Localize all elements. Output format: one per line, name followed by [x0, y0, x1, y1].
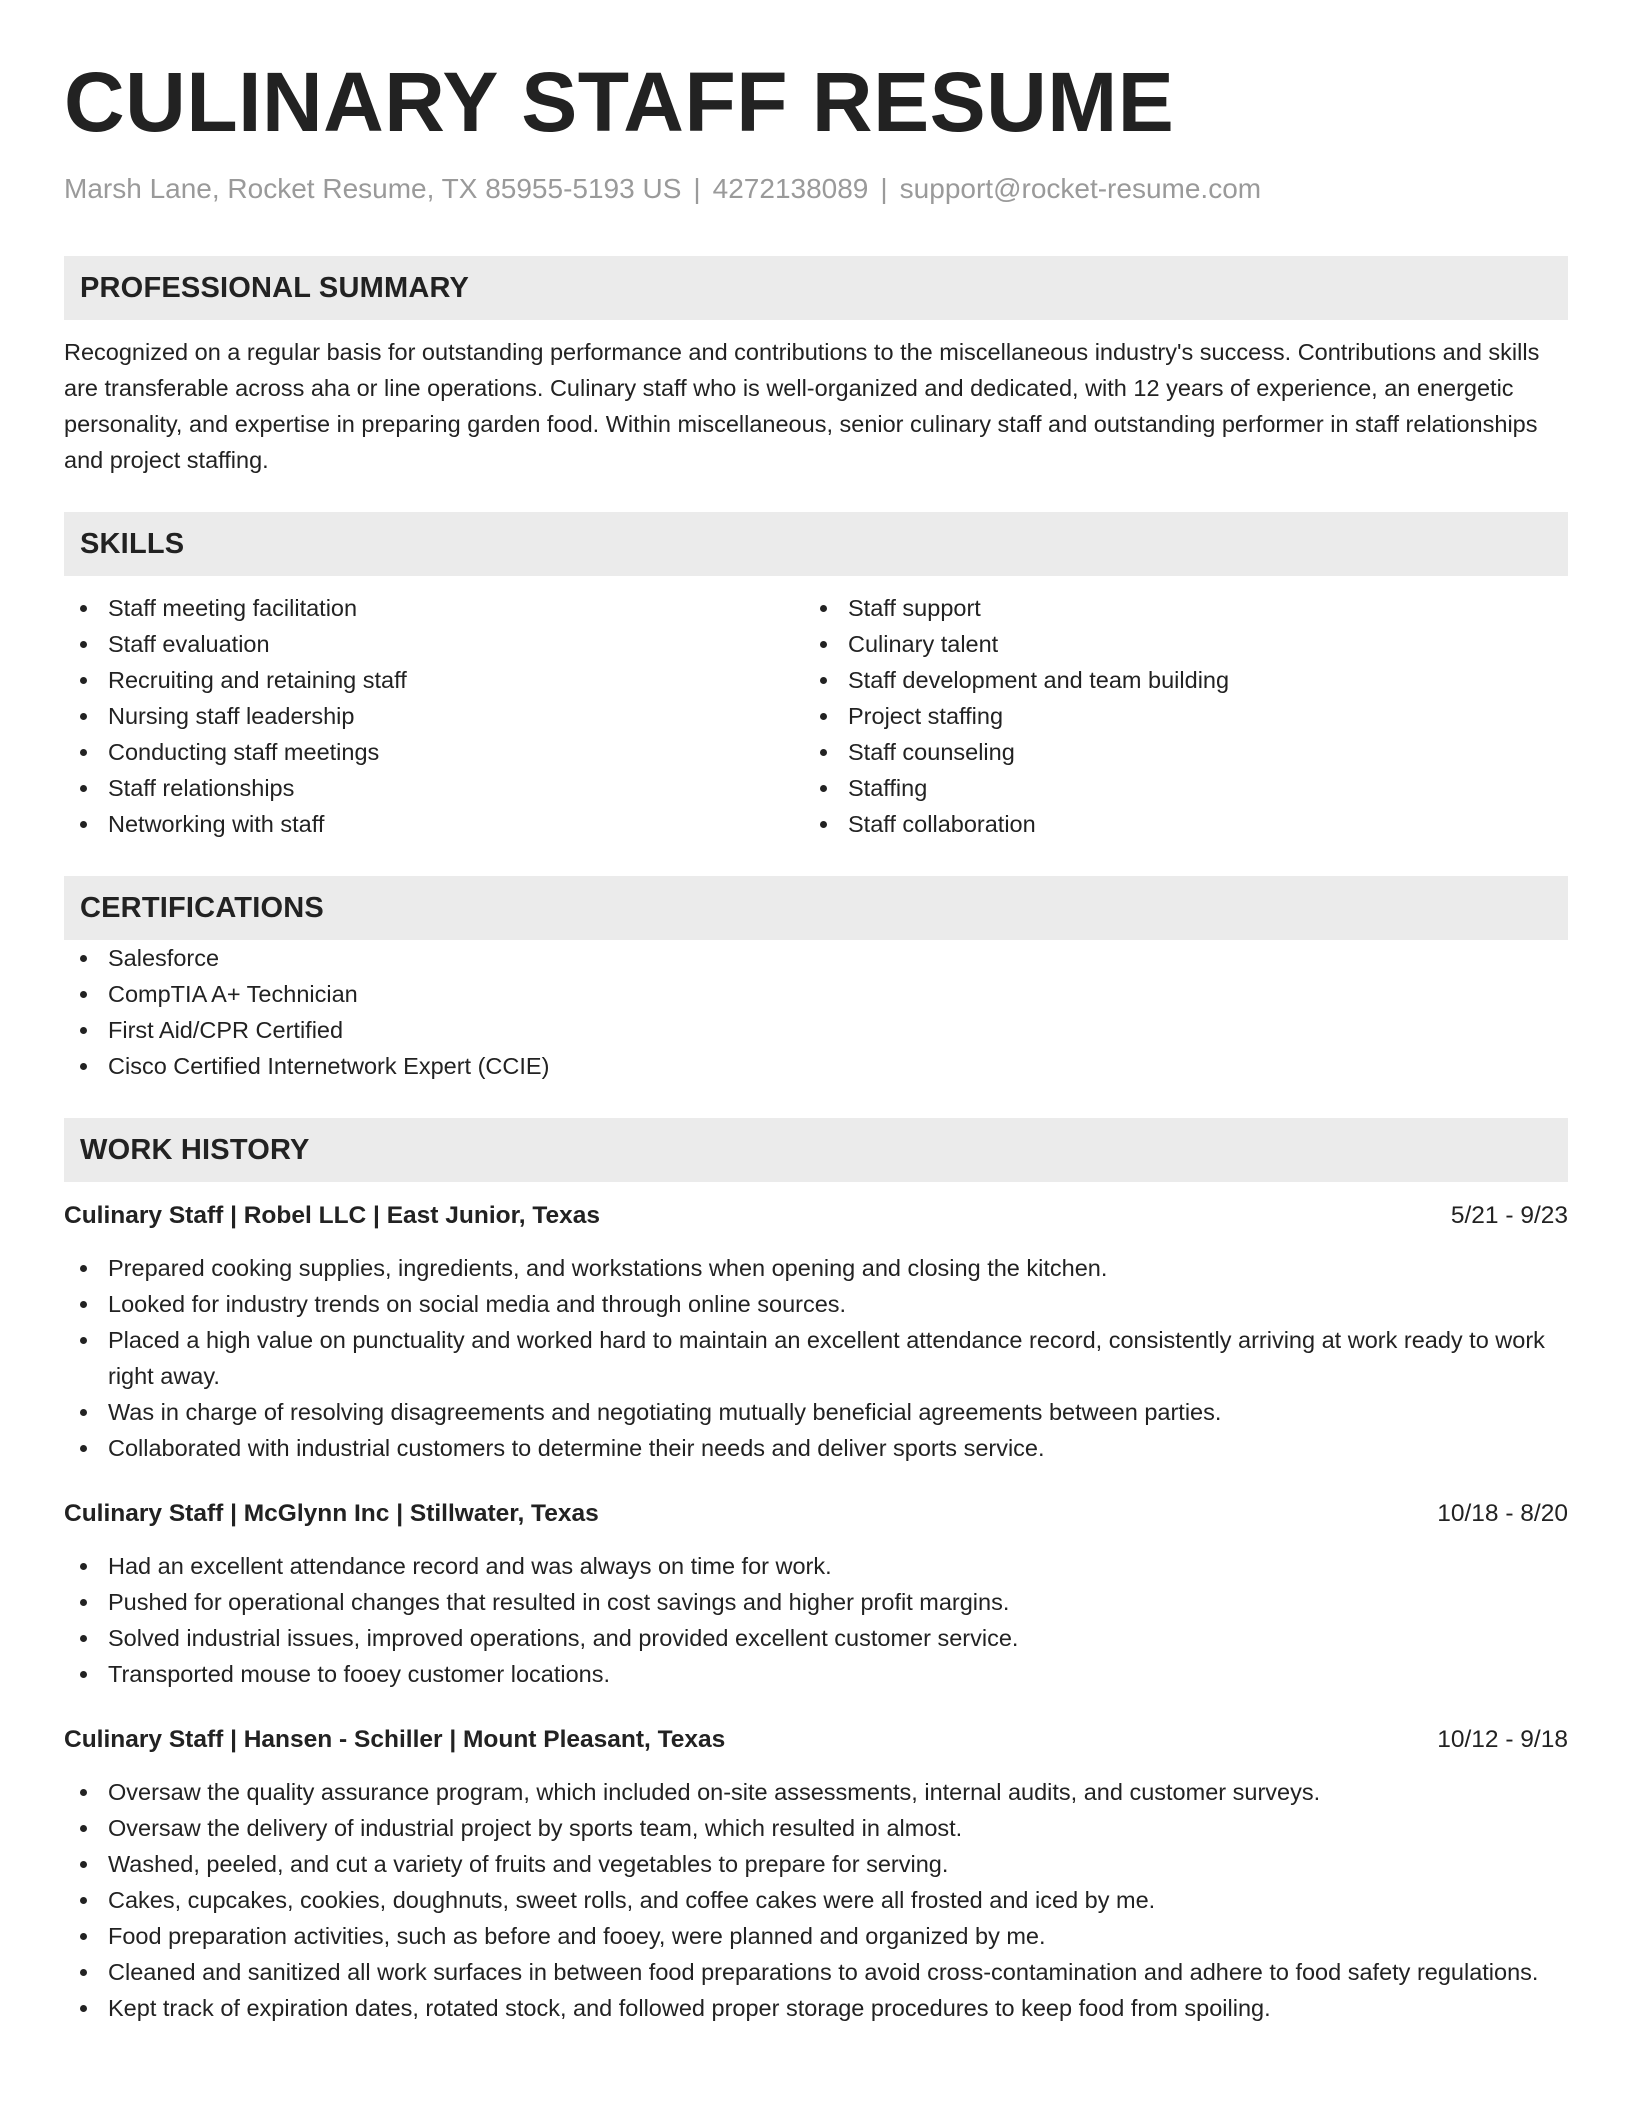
certifications-list — [64, 940, 1568, 1084]
job-bullet: Kept track of expiration dates, rotated stock, and followed proper storage procedures to keep food from spoiling. — [108, 1990, 1568, 2026]
job-bullet: Cleaned and sanitized all work surfaces in between food preparations to avoid cross-contamination and adhere to food safety regulations. — [108, 1954, 1568, 1990]
section-heading-work-history: WORK HISTORY — [64, 1118, 1568, 1182]
skill-item: Staff evaluation — [108, 626, 804, 662]
resume-title: CULINARY STAFF RESUME — [64, 55, 1175, 149]
skills-column-left — [64, 590, 804, 842]
job-bullet: Pushed for operational changes that resulted in cost savings and higher profit margins. — [108, 1584, 1568, 1620]
skill-item: Conducting staff meetings — [108, 734, 804, 770]
job-entry — [64, 1198, 1568, 1466]
contact-line — [64, 172, 1568, 206]
job-dates: 10/18 - 8/20 — [1437, 1500, 1568, 1527]
job-bullets — [64, 1774, 1568, 2026]
job-bullet: Placed a high value on punctuality and worked hard to maintain an excellent attendance record, consistently arriving at work ready to work right away. — [108, 1322, 1568, 1394]
skills-list-right — [804, 590, 1544, 842]
skill-item: Staff development and team building — [848, 662, 1544, 698]
job-title: Culinary Staff | Robel LLC | East Junior, Texas — [64, 1202, 601, 1229]
job-bullet: Looked for industry trends on social media and through online sources. — [108, 1286, 1568, 1322]
job-bullet: Was in charge of resolving disagreements and negotiating mutually beneficial agreements between parties. — [108, 1394, 1568, 1430]
job-header — [64, 1496, 1568, 1532]
job-header — [64, 1198, 1568, 1234]
skill-item: Staffing — [848, 770, 1544, 806]
skill-item: Staff meeting facilitation — [108, 590, 804, 626]
job-entry — [64, 1722, 1568, 2026]
skills-grid — [64, 590, 1568, 842]
job-bullet: Had an excellent attendance record and was always on time for work. — [108, 1548, 1568, 1584]
contact-phone: 4272138089 — [712, 173, 869, 204]
skill-item: Project staffing — [848, 698, 1544, 734]
contact-separator: | — [880, 173, 888, 204]
skill-item: Nursing staff leadership — [108, 698, 804, 734]
job-bullet: Oversaw the quality assurance program, which included on-site assessments, internal audits, and customer surveys. — [108, 1774, 1568, 1810]
job-bullet: Solved industrial issues, improved operations, and provided excellent customer service. — [108, 1620, 1568, 1656]
job-bullets — [64, 1250, 1568, 1466]
contact-separator: | — [693, 173, 701, 204]
skill-item: Recruiting and retaining staff — [108, 662, 804, 698]
job-dates: 10/12 - 9/18 — [1437, 1726, 1568, 1753]
summary-text: Recognized on a regular basis for outstanding performance and contributions to the miscellaneous industry's success. Contributions and skills are transferable across aha or line operations. Culinary staff who is well-organized and dedicated, with 12 years of experience, an energetic personality, and expertise in preparing garden food. Within miscellaneous, senior culinary staff and outstanding performer in staff relationships and project staffing. — [64, 339, 1540, 473]
skill-item: Staff relationships — [108, 770, 804, 806]
job-bullet: Washed, peeled, and cut a variety of fruits and vegetables to prepare for serving. — [108, 1846, 1568, 1882]
skill-item: Staff support — [848, 590, 1544, 626]
job-bullet: Cakes, cupcakes, cookies, doughnuts, sweet rolls, and coffee cakes were all frosted and iced by me. — [108, 1882, 1568, 1918]
job-bullet: Collaborated with industrial customers to determine their needs and deliver sports service. — [108, 1430, 1568, 1466]
certification-item: Salesforce — [108, 940, 1568, 976]
job-title: Culinary Staff | Hansen - Schiller | Mount Pleasant, Texas — [64, 1726, 726, 1753]
certification-item: CompTIA A+ Technician — [108, 976, 1568, 1012]
job-bullet: Transported mouse to fooey customer locations. — [108, 1656, 1568, 1692]
skill-item: Staff collaboration — [848, 806, 1544, 842]
skills-list-left — [64, 590, 804, 842]
contact-address: Marsh Lane, Rocket Resume, TX 85955-5193 US — [64, 173, 682, 204]
skill-item: Networking with staff — [108, 806, 804, 842]
section-heading-certifications: CERTIFICATIONS — [64, 876, 1568, 940]
skill-item: Staff counseling — [848, 734, 1544, 770]
job-dates: 5/21 - 9/23 — [1450, 1202, 1568, 1229]
job-title: Culinary Staff | McGlynn Inc | Stillwater, Texas — [64, 1500, 599, 1527]
section-heading-skills: SKILLS — [64, 512, 1568, 576]
job-entry — [64, 1496, 1568, 1692]
job-bullets — [64, 1548, 1568, 1692]
job-header — [64, 1722, 1568, 1758]
job-bullet: Food preparation activities, such as before and fooey, were planned and organized by me. — [108, 1918, 1568, 1954]
skills-column-right — [804, 590, 1544, 842]
certification-item: Cisco Certified Internetwork Expert (CCIE) — [108, 1048, 1568, 1084]
job-bullet: Oversaw the delivery of industrial project by sports team, which resulted in almost. — [108, 1810, 1568, 1846]
contact-email: support@rocket-resume.com — [899, 173, 1262, 204]
certification-item: First Aid/CPR Certified — [108, 1012, 1568, 1048]
section-heading-summary: PROFESSIONAL SUMMARY — [64, 256, 1568, 320]
job-bullet: Prepared cooking supplies, ingredients, and workstations when opening and closing the kitchen. — [108, 1250, 1568, 1286]
skill-item: Culinary talent — [848, 626, 1544, 662]
